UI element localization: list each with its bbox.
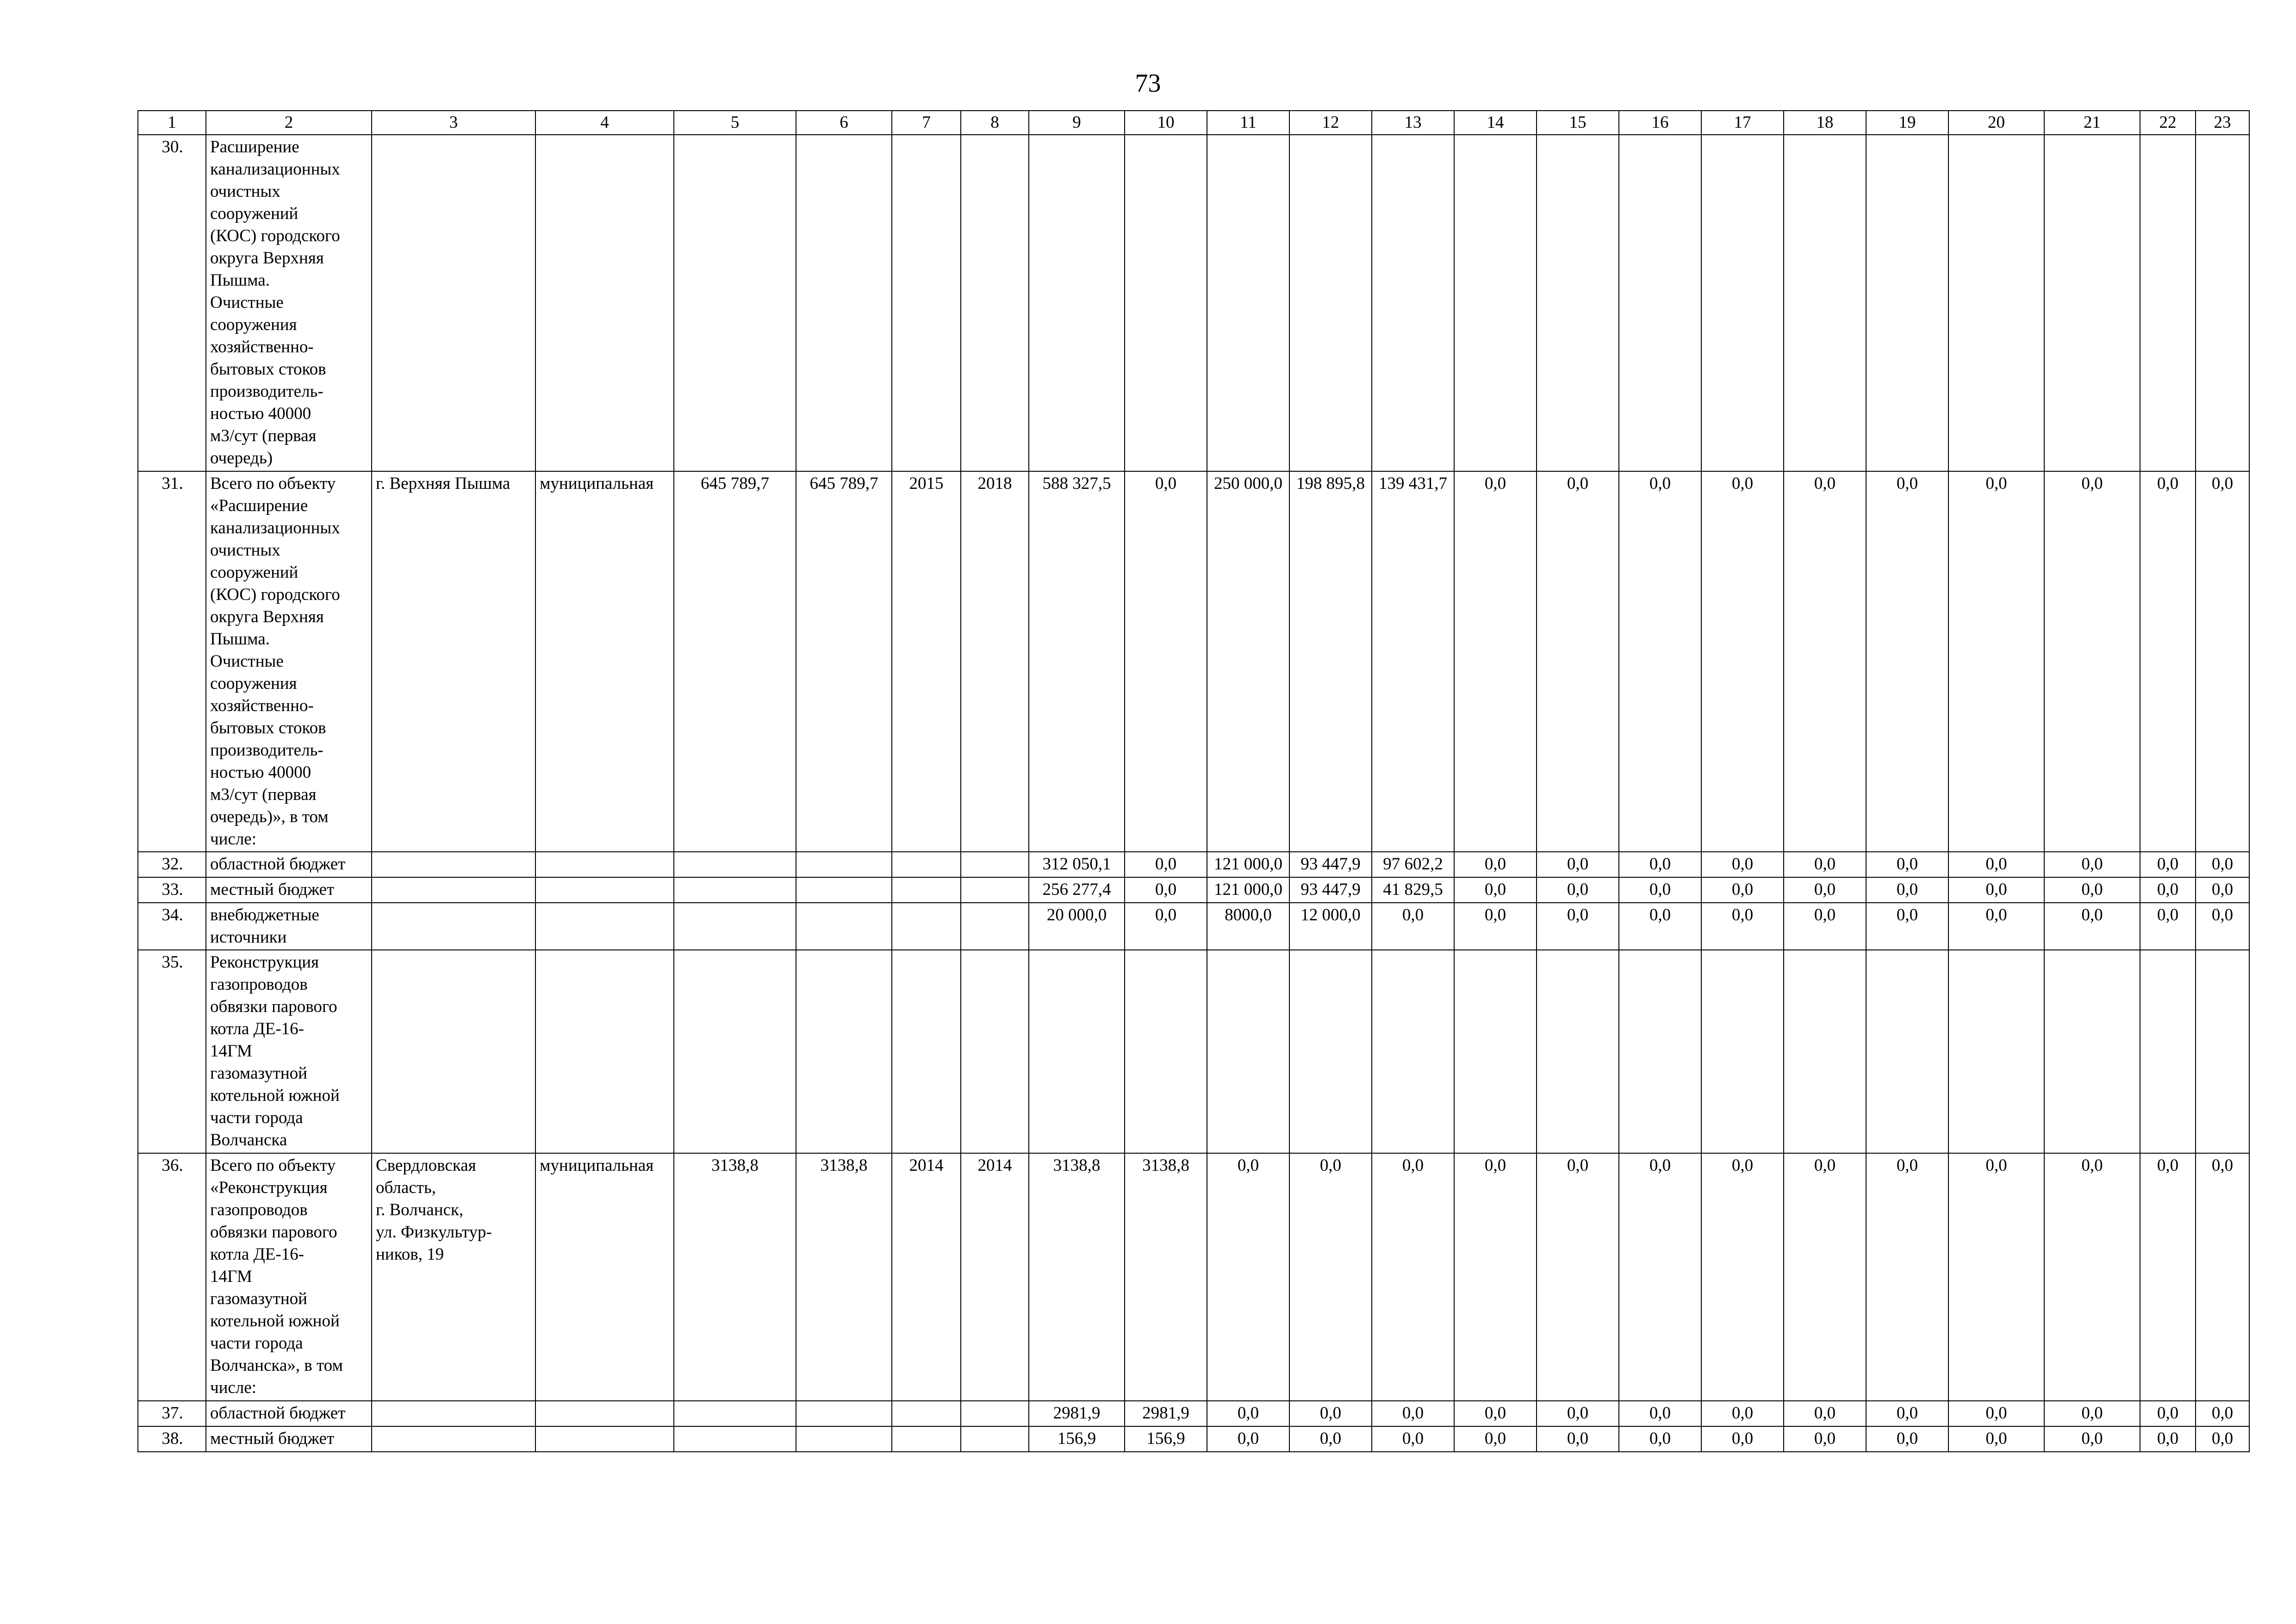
- row-value: [961, 877, 1029, 903]
- row-value: [961, 1401, 1029, 1426]
- row-value: 0,0: [1537, 1401, 1619, 1426]
- row-value: 2018: [961, 471, 1029, 852]
- row-value: [2196, 135, 2249, 471]
- row-value: 2014: [961, 1153, 1029, 1401]
- row-value: [1866, 950, 1948, 1153]
- row-value: [796, 852, 892, 877]
- row-value: 0,0: [2044, 903, 2140, 950]
- row-value: 0,0: [1948, 1153, 2044, 1401]
- row-value: [796, 1401, 892, 1426]
- column-header: 1: [138, 111, 206, 135]
- row-value: 0,0: [1619, 1401, 1701, 1426]
- row-value: [1701, 950, 1784, 1153]
- row-attribute: [535, 852, 674, 877]
- row-value: [674, 1401, 796, 1426]
- row-value: 312 050,1: [1029, 852, 1125, 877]
- row-value: 0,0: [1454, 471, 1537, 852]
- row-value: [2044, 950, 2140, 1153]
- row-number: 36.: [138, 1153, 206, 1401]
- row-value: 0,0: [1948, 1426, 2044, 1452]
- column-header: 6: [796, 111, 892, 135]
- row-value: 2981,9: [1125, 1401, 1207, 1426]
- row-value: 0,0: [1948, 852, 2044, 877]
- row-description: Всего по объекту «Реконструкция газопроводов обвязки парового котла ДЕ-16- 14ГМ газомазутной котельной южной части города Волчанска», в том числе:: [206, 1153, 372, 1401]
- row-value: [2196, 950, 2249, 1153]
- table-row: [138, 903, 2249, 950]
- row-value: 0,0: [1866, 471, 1948, 852]
- row-value: [892, 1401, 961, 1426]
- row-value: 0,0: [2140, 471, 2196, 852]
- row-value: 12 000,0: [1289, 903, 1372, 950]
- row-attribute: [535, 135, 674, 471]
- row-value: 0,0: [1784, 903, 1866, 950]
- table-row: [138, 852, 2249, 877]
- column-header: 22: [2140, 111, 2196, 135]
- column-header: 16: [1619, 111, 1701, 135]
- row-value: 0,0: [1125, 877, 1207, 903]
- row-value: 0,0: [1454, 852, 1537, 877]
- row-value: 0,0: [2140, 877, 2196, 903]
- table-row: [138, 1153, 2249, 1401]
- row-value: 0,0: [1454, 1153, 1537, 1401]
- row-value: [1372, 950, 1454, 1153]
- row-description: внебюджетные источники: [206, 903, 372, 950]
- column-header: 5: [674, 111, 796, 135]
- column-header: 2: [206, 111, 372, 135]
- row-value: 0,0: [1701, 1426, 1784, 1452]
- row-value: 0,0: [1537, 877, 1619, 903]
- row-value: [961, 135, 1029, 471]
- row-value: 0,0: [1866, 852, 1948, 877]
- column-header: 4: [535, 111, 674, 135]
- row-value: 0,0: [1454, 1401, 1537, 1426]
- row-value: 0,0: [1372, 1426, 1454, 1452]
- row-description: местный бюджет: [206, 877, 372, 903]
- row-value: [796, 1426, 892, 1452]
- row-value: [1701, 135, 1784, 471]
- row-value: 0,0: [1454, 903, 1537, 950]
- row-value: [961, 1426, 1029, 1452]
- column-header: 20: [1948, 111, 2044, 135]
- row-value: 2014: [892, 1153, 961, 1401]
- row-value: 121 000,0: [1207, 852, 1289, 877]
- row-value: 0,0: [2140, 903, 2196, 950]
- row-description: областной бюджет: [206, 852, 372, 877]
- row-value: 0,0: [1701, 1401, 1784, 1426]
- row-value: [1289, 950, 1372, 1153]
- row-attribute: [535, 903, 674, 950]
- row-value: [1454, 135, 1537, 471]
- table-row: [138, 877, 2249, 903]
- row-value: [1029, 135, 1125, 471]
- row-attribute: [372, 903, 535, 950]
- row-number: 33.: [138, 877, 206, 903]
- row-value: 0,0: [1207, 1426, 1289, 1452]
- row-value: 121 000,0: [1207, 877, 1289, 903]
- row-value: 0,0: [2140, 852, 2196, 877]
- row-value: [1537, 950, 1619, 1153]
- row-value: [674, 852, 796, 877]
- row-value: [1454, 950, 1537, 1153]
- row-value: 0,0: [1537, 1426, 1619, 1452]
- row-value: 0,0: [1537, 852, 1619, 877]
- column-header: 9: [1029, 111, 1125, 135]
- table-row: [138, 1401, 2249, 1426]
- row-value: [796, 950, 892, 1153]
- row-value: 256 277,4: [1029, 877, 1125, 903]
- row-value: 97 602,2: [1372, 852, 1454, 877]
- row-description: местный бюджет: [206, 1426, 372, 1452]
- row-attribute: [372, 135, 535, 471]
- row-value: 3138,8: [1029, 1153, 1125, 1401]
- row-value: [892, 877, 961, 903]
- row-value: [674, 903, 796, 950]
- row-value: [892, 135, 961, 471]
- row-value: [1866, 135, 1948, 471]
- row-value: 0,0: [1125, 903, 1207, 950]
- row-value: 0,0: [1866, 1401, 1948, 1426]
- row-value: 156,9: [1125, 1426, 1207, 1452]
- row-value: [1948, 950, 2044, 1153]
- row-value: 2981,9: [1029, 1401, 1125, 1426]
- row-value: [796, 903, 892, 950]
- row-value: 0,0: [1619, 852, 1701, 877]
- row-number: 37.: [138, 1401, 206, 1426]
- row-value: 0,0: [1619, 877, 1701, 903]
- row-value: 0,0: [1866, 903, 1948, 950]
- row-value: 0,0: [2044, 471, 2140, 852]
- row-attribute: муниципальная: [535, 1153, 674, 1401]
- row-value: [674, 1426, 796, 1452]
- row-value: 0,0: [2196, 1153, 2249, 1401]
- row-value: 0,0: [1207, 1401, 1289, 1426]
- row-value: 198 895,8: [1289, 471, 1372, 852]
- table-row: [138, 950, 2249, 1153]
- row-value: [961, 950, 1029, 1153]
- row-attribute: муниципальная: [535, 471, 674, 852]
- row-value: 0,0: [1207, 1153, 1289, 1401]
- row-value: 0,0: [1866, 1153, 1948, 1401]
- row-value: 0,0: [2044, 877, 2140, 903]
- row-value: 0,0: [1372, 1401, 1454, 1426]
- row-value: [2140, 135, 2196, 471]
- row-value: [961, 903, 1029, 950]
- row-value: 0,0: [1537, 1153, 1619, 1401]
- row-attribute: [372, 950, 535, 1153]
- row-value: 0,0: [2140, 1401, 2196, 1426]
- row-value: 0,0: [1784, 852, 1866, 877]
- row-value: 3138,8: [796, 1153, 892, 1401]
- row-attribute: г. Верхняя Пышма: [372, 471, 535, 852]
- row-attribute: [535, 877, 674, 903]
- row-value: 139 431,7: [1372, 471, 1454, 852]
- row-value: 0,0: [1948, 471, 2044, 852]
- row-value: 3138,8: [1125, 1153, 1207, 1401]
- row-value: 0,0: [1619, 471, 1701, 852]
- row-value: [1784, 950, 1866, 1153]
- row-value: 0,0: [1454, 1426, 1537, 1452]
- row-value: 0,0: [2044, 1401, 2140, 1426]
- column-header: 18: [1784, 111, 1866, 135]
- row-number: 34.: [138, 903, 206, 950]
- row-value: 0,0: [2140, 1426, 2196, 1452]
- row-value: 41 829,5: [1372, 877, 1454, 903]
- column-header: 17: [1701, 111, 1784, 135]
- row-value: 0,0: [1619, 903, 1701, 950]
- row-value: 0,0: [1784, 1426, 1866, 1452]
- row-value: 0,0: [2196, 852, 2249, 877]
- row-value: 0,0: [1289, 1401, 1372, 1426]
- row-description: Всего по объекту «Расширение канализационных очистных сооружений (КОС) городского округа Верхняя Пышма. Очистные сооружения хозяйственно- бытовых стоков производитель- ностью 40000 м3/сут (первая очередь)», в том числе:: [206, 471, 372, 852]
- row-value: [1784, 135, 1866, 471]
- row-attribute: [535, 1426, 674, 1452]
- row-value: 0,0: [2044, 1426, 2140, 1452]
- row-value: 0,0: [2044, 852, 2140, 877]
- row-attribute: [372, 1401, 535, 1426]
- row-description: областной бюджет: [206, 1401, 372, 1426]
- row-number: 38.: [138, 1426, 206, 1452]
- row-value: 93 447,9: [1289, 877, 1372, 903]
- row-number: 32.: [138, 852, 206, 877]
- row-attribute: [372, 1426, 535, 1452]
- column-header: 3: [372, 111, 535, 135]
- row-description: Реконструкция газопроводов обвязки парового котла ДЕ-16- 14ГМ газомазутной котельной южной части города Волчанска: [206, 950, 372, 1153]
- column-header: 14: [1454, 111, 1537, 135]
- row-value: [1125, 950, 1207, 1153]
- row-value: 0,0: [1701, 852, 1784, 877]
- row-value: 3138,8: [674, 1153, 796, 1401]
- row-value: 0,0: [1948, 877, 2044, 903]
- row-description: Расширение канализационных очистных сооружений (КОС) городского округа Верхняя Пышма. Очистные сооружения хозяйственно- бытовых стоков производитель- ностью 40000 м3/сут (первая очередь): [206, 135, 372, 471]
- row-value: [2140, 950, 2196, 1153]
- row-value: [1619, 135, 1701, 471]
- column-header: 19: [1866, 111, 1948, 135]
- row-value: 0,0: [1289, 1153, 1372, 1401]
- column-header: 23: [2196, 111, 2249, 135]
- row-value: [1029, 950, 1125, 1153]
- row-value: 0,0: [1372, 903, 1454, 950]
- row-number: 30.: [138, 135, 206, 471]
- column-header: 12: [1289, 111, 1372, 135]
- row-value: 0,0: [1948, 903, 2044, 950]
- row-value: 0,0: [1784, 877, 1866, 903]
- row-value: [892, 950, 961, 1153]
- header-row: [138, 111, 2249, 135]
- row-value: 0,0: [1784, 1401, 1866, 1426]
- row-value: 0,0: [1948, 1401, 2044, 1426]
- row-value: 93 447,9: [1289, 852, 1372, 877]
- row-value: 0,0: [1701, 1153, 1784, 1401]
- row-value: 0,0: [1866, 877, 1948, 903]
- row-attribute: [535, 950, 674, 1153]
- column-header: 10: [1125, 111, 1207, 135]
- row-value: 0,0: [1289, 1426, 1372, 1452]
- row-value: [892, 903, 961, 950]
- row-attribute: [372, 852, 535, 877]
- row-value: 0,0: [1619, 1153, 1701, 1401]
- row-value: 0,0: [1784, 471, 1866, 852]
- row-value: [1537, 135, 1619, 471]
- row-value: 0,0: [2196, 471, 2249, 852]
- row-value: 0,0: [1701, 903, 1784, 950]
- row-value: [1125, 135, 1207, 471]
- row-attribute: Свердловская область, г. Волчанск, ул. Физкультур- ников, 19: [372, 1153, 535, 1401]
- table-row: [138, 135, 2249, 471]
- investment-table: [137, 110, 2250, 1452]
- row-value: 156,9: [1029, 1426, 1125, 1452]
- row-attribute: [372, 877, 535, 903]
- row-value: 0,0: [2044, 1153, 2140, 1401]
- column-header: 21: [2044, 111, 2140, 135]
- row-value: 0,0: [2196, 1401, 2249, 1426]
- row-value: 0,0: [1372, 1153, 1454, 1401]
- row-value: [1289, 135, 1372, 471]
- row-value: [674, 135, 796, 471]
- row-value: [2044, 135, 2140, 471]
- row-value: 8000,0: [1207, 903, 1289, 950]
- row-attribute: [535, 1401, 674, 1426]
- row-value: 0,0: [1125, 852, 1207, 877]
- column-header: 11: [1207, 111, 1289, 135]
- table-row: [138, 1426, 2249, 1452]
- column-header: 7: [892, 111, 961, 135]
- column-header: 13: [1372, 111, 1454, 135]
- row-number: 31.: [138, 471, 206, 852]
- row-value: 0,0: [2196, 1426, 2249, 1452]
- row-value: 2015: [892, 471, 961, 852]
- column-header: 8: [961, 111, 1029, 135]
- row-value: 0,0: [2196, 903, 2249, 950]
- row-value: 0,0: [1537, 471, 1619, 852]
- row-value: [892, 852, 961, 877]
- row-value: 0,0: [1619, 1426, 1701, 1452]
- row-value: 0,0: [1701, 471, 1784, 852]
- row-value: [674, 950, 796, 1153]
- row-value: 0,0: [1784, 1153, 1866, 1401]
- column-header: 15: [1537, 111, 1619, 135]
- row-value: [674, 877, 796, 903]
- row-value: 20 000,0: [1029, 903, 1125, 950]
- row-value: [1207, 135, 1289, 471]
- row-value: 0,0: [1125, 471, 1207, 852]
- page-number: 73: [1135, 69, 1161, 98]
- row-value: [892, 1426, 961, 1452]
- table-row: [138, 471, 2249, 852]
- row-value: 0,0: [1866, 1426, 1948, 1452]
- row-value: [1372, 135, 1454, 471]
- row-value: 0,0: [1701, 877, 1784, 903]
- row-value: [1207, 950, 1289, 1153]
- row-value: 645 789,7: [674, 471, 796, 852]
- row-value: [961, 852, 1029, 877]
- row-value: 0,0: [1537, 903, 1619, 950]
- row-value: 0,0: [1454, 877, 1537, 903]
- row-value: 250 000,0: [1207, 471, 1289, 852]
- row-value: 0,0: [2196, 877, 2249, 903]
- row-value: [1619, 950, 1701, 1153]
- row-value: [796, 877, 892, 903]
- row-value: [796, 135, 892, 471]
- row-value: 0,0: [2140, 1153, 2196, 1401]
- row-value: 588 327,5: [1029, 471, 1125, 852]
- row-number: 35.: [138, 950, 206, 1153]
- row-value: [1948, 135, 2044, 471]
- row-value: 645 789,7: [796, 471, 892, 852]
